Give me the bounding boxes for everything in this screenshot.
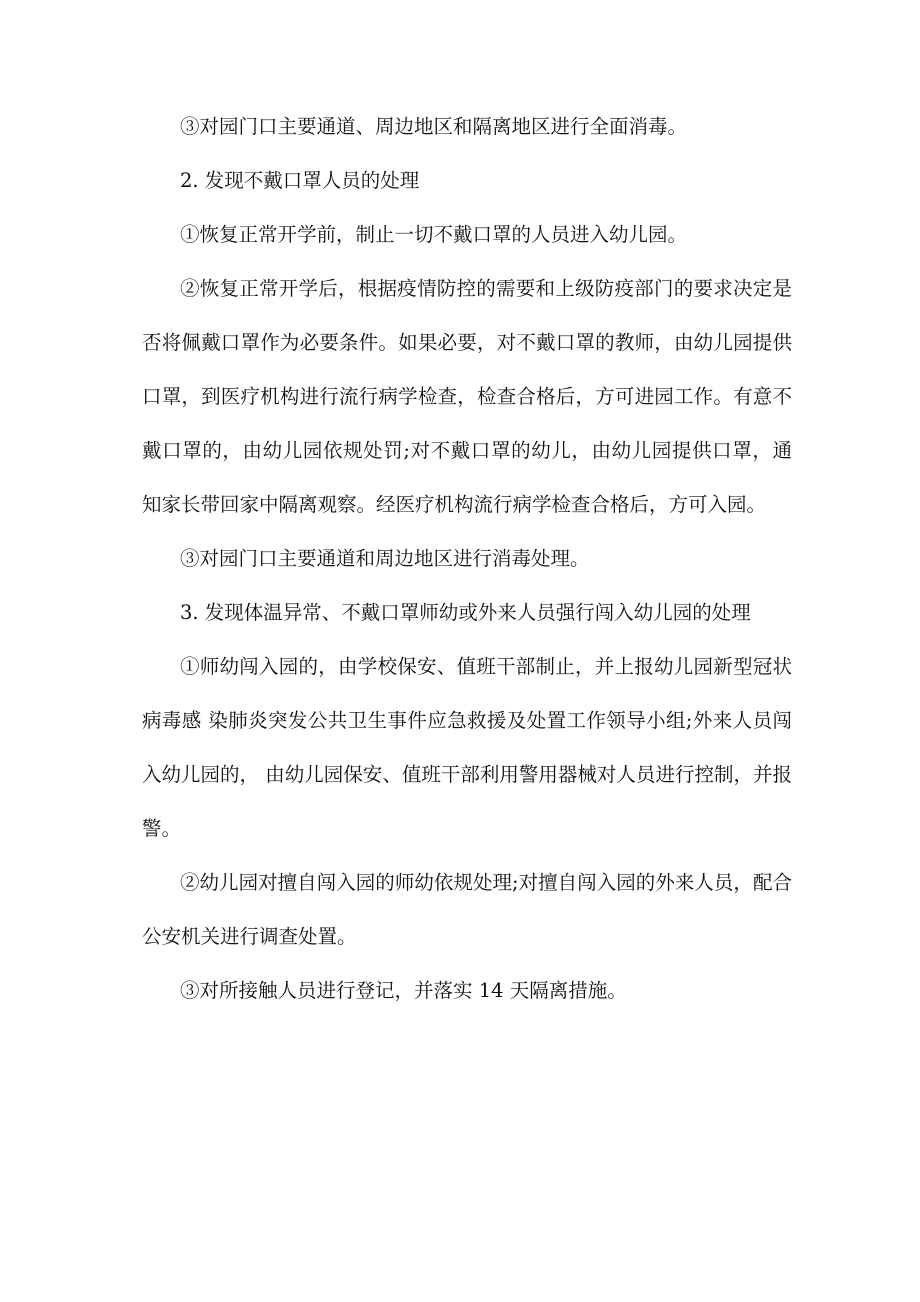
section-heading-no-mask: 2. 发现不戴口罩人员的处理 xyxy=(180,169,420,192)
section-heading-forced-entry: 3. 发现体温异常、不戴口罩师幼或外来人员强行闯入幼儿园的处理 xyxy=(180,601,751,624)
paragraph-intrusion-control: ①师幼闯入园的，由学校保安、值班干部制止，并上报幼儿园新型冠状病毒感 染肺炎突发公共卫生事件应急救援及处置工作领导小组;外来人员闯入幼儿园的， 由幼儿园保安、值班干部利用警用器械对人员进行控制，并报警。 xyxy=(142,655,792,840)
paragraph-before-reopening: ①恢复正常开学前，制止一切不戴口罩的人员进入幼儿园。 xyxy=(180,223,688,246)
paragraph-disinfect-treatment: ③对园门口主要通道和周边地区进行消毒处理。 xyxy=(180,547,590,570)
paragraph-contact-registration: ③对所接触人员进行登记，并落实 14 天隔离措施。 xyxy=(180,979,627,1002)
paragraph-disinfect-full: ③对园门口主要通道、周边地区和隔离地区进行全面消毒。 xyxy=(180,115,688,138)
document-body xyxy=(142,100,792,1018)
paragraph-intrusion-handling: ②幼儿园对擅自闯入园的师幼依规处理;对擅自闯入园的外来人员，配合公安机关进行调查处置。 xyxy=(142,871,792,948)
paragraph-after-reopening: ②恢复正常开学后，根据疫情防控的需要和上级防疫部门的要求决定是否将佩戴口罩作为必要条件。如果必要，对不戴口罩的教师，由幼儿园提供口罩，到医疗机构进行流行病学检查，检查合格后，方可进园工作。有意不戴口罩的，由幼儿园依规处罚;对不戴口罩的幼儿，由幼儿园提供口罩，通知家长带回家中隔离观察。经医疗机构流行病学检查合格后，方可入园。 xyxy=(142,277,792,516)
